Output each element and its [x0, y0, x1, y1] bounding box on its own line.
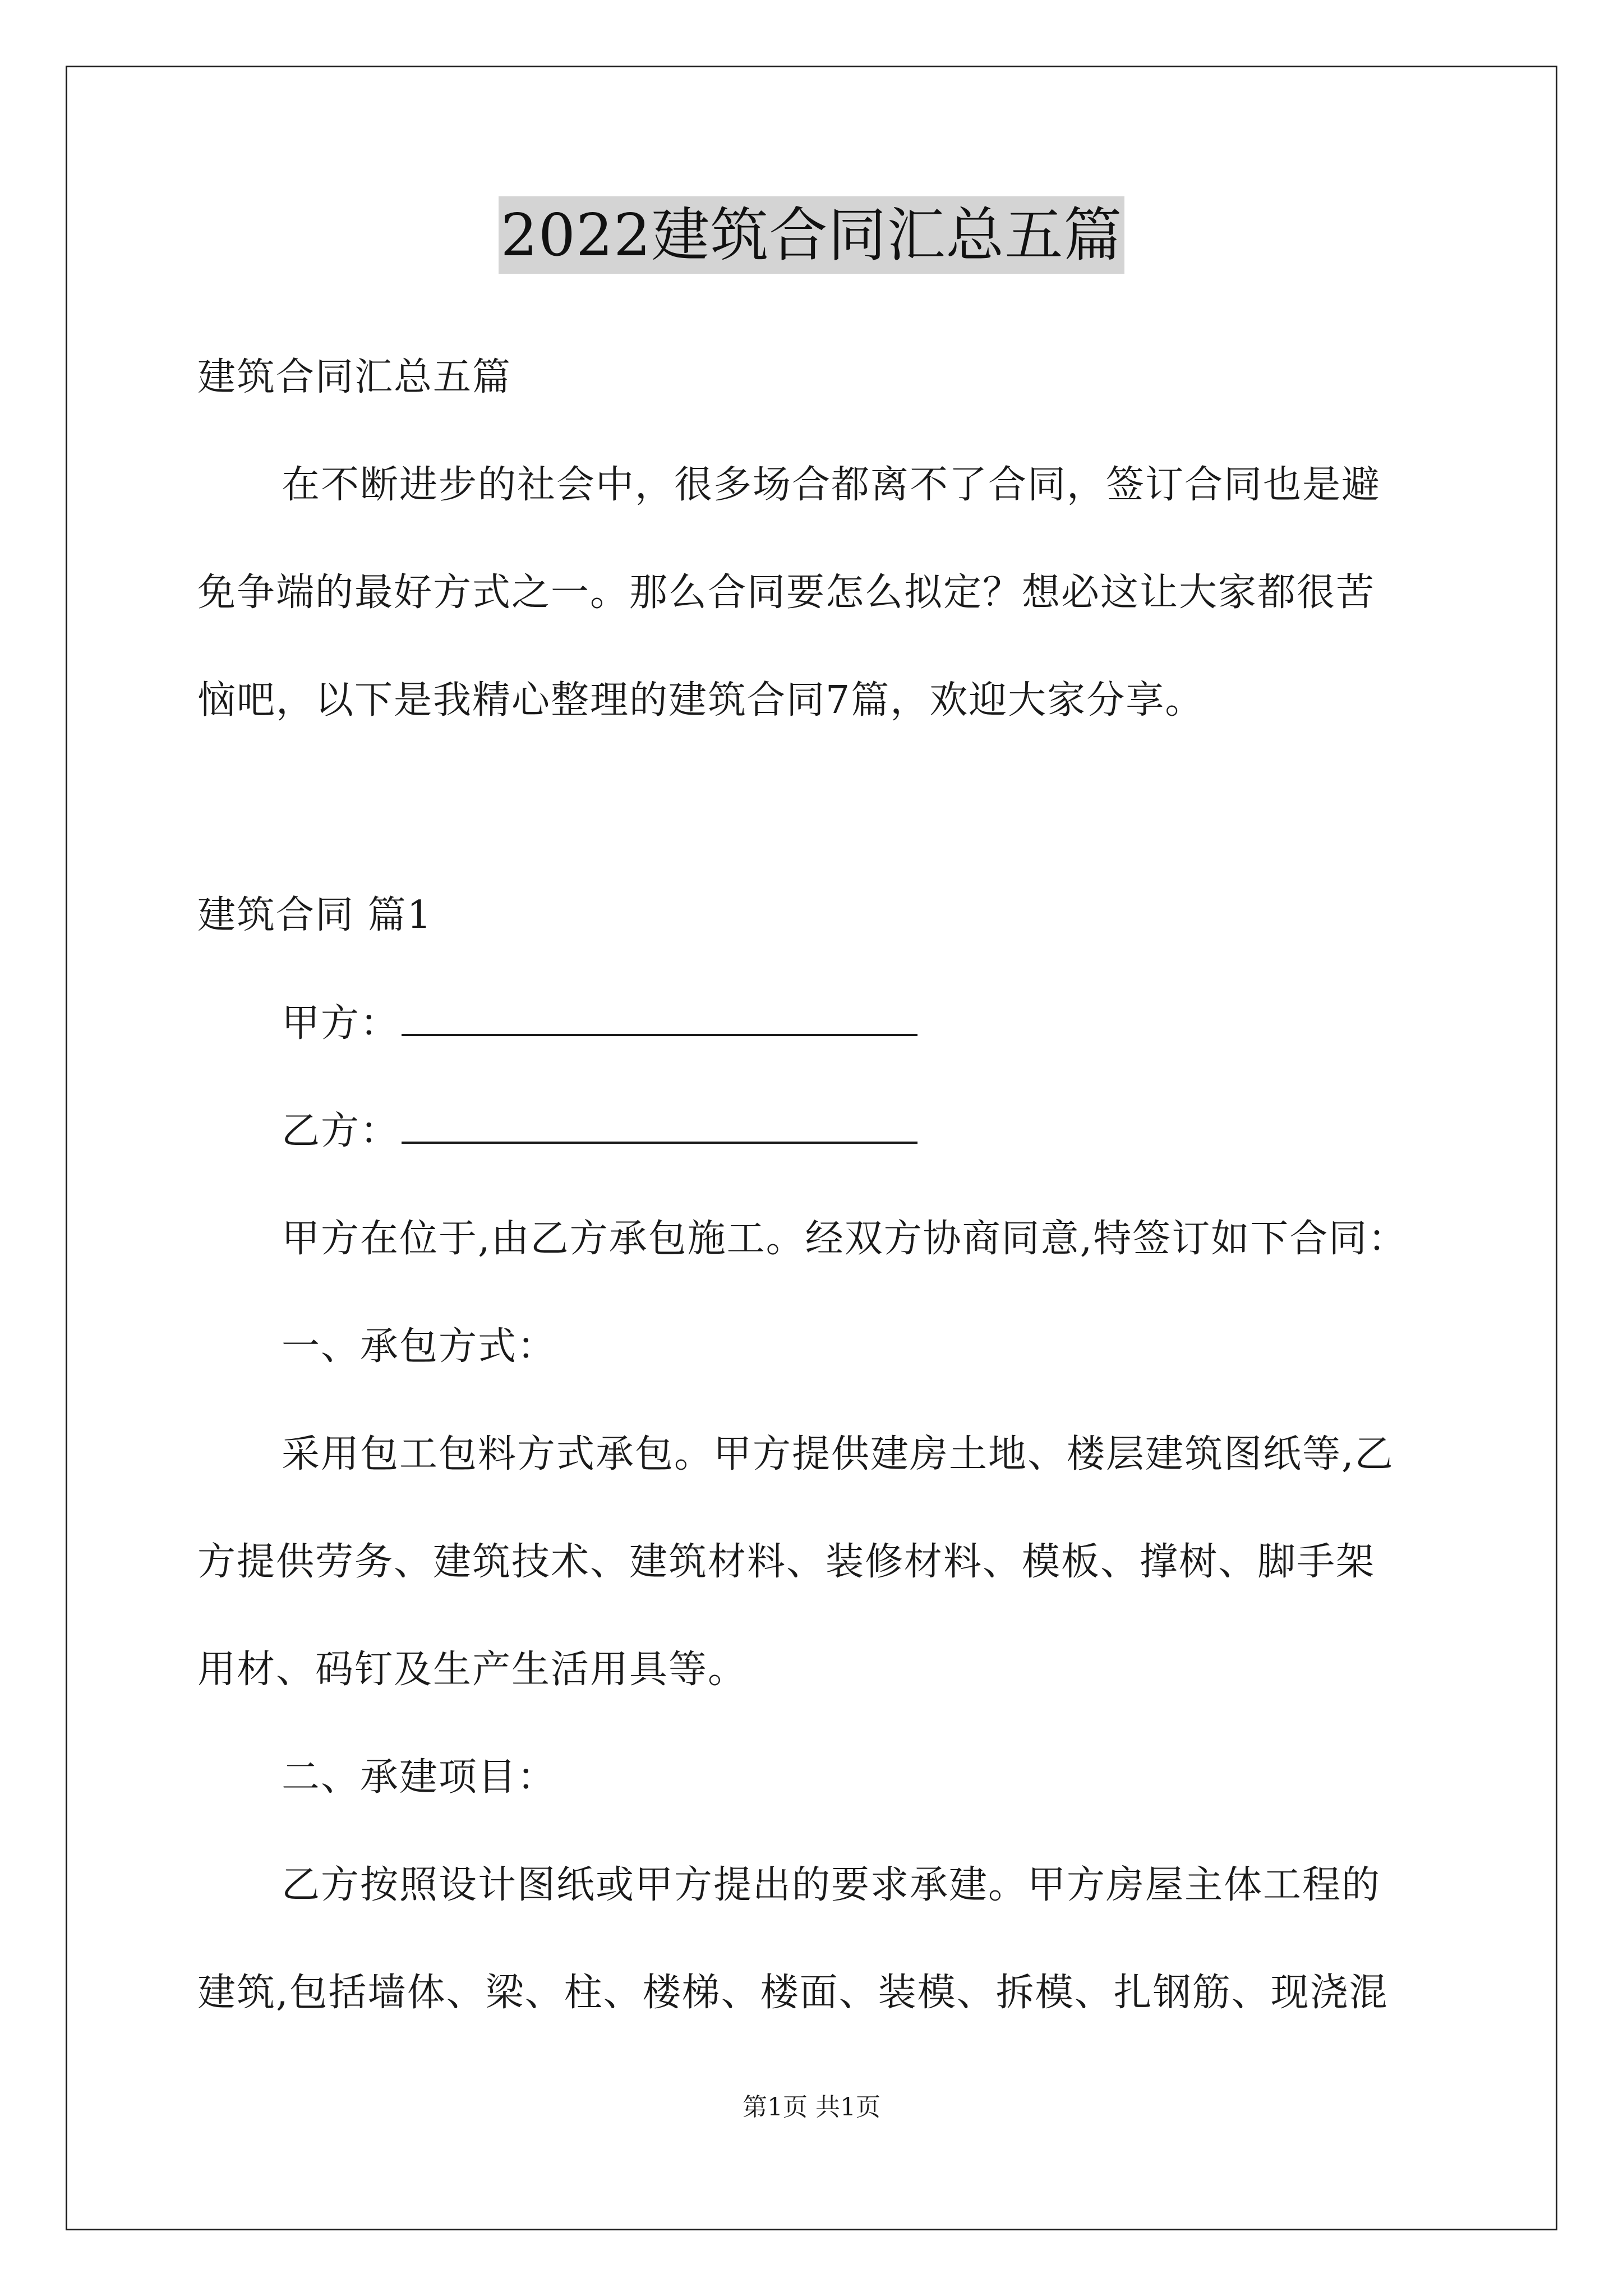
body-line-5: 用材、码钉及生产生活用具等。 — [197, 1648, 748, 1692]
party-b-line — [282, 1106, 917, 1157]
intro-line-2: 免争端的最好方式之一。那么合同要怎么拟定？想必这让大家都很苦 — [197, 570, 1376, 615]
body-line-6: 二、承建项目： — [282, 1755, 557, 1800]
party-a-label: 甲方： — [282, 1001, 400, 1046]
body-line-4: 方提供劳务、建筑技术、建筑材料、装修材料、模板、撑树、脚手架 — [197, 1540, 1376, 1584]
body-line-7: 乙方按照设计图纸或甲方提出的要求承建。甲方房屋主体工程的 — [282, 1863, 1381, 1907]
body-line-8: 建筑,包括墙体、梁、柱、楼梯、楼面、装模、拆模、扎钢筋、现浇混 — [197, 1971, 1389, 2015]
body-line-2: 一、承包方式： — [282, 1324, 557, 1369]
document-title: 2022建筑合同汇总五篇 — [499, 196, 1125, 274]
intro-line-1: 在不断进步的社会中，很多场合都离不了合同，签订合同也是避 — [282, 463, 1381, 507]
party-b-label: 乙方： — [282, 1109, 400, 1153]
intro-line-3: 恼吧，以下是我精心整理的建筑合同7篇，欢迎大家分享。 — [197, 678, 1205, 723]
party-b-blank — [402, 1138, 917, 1144]
body-line-3: 采用包工包料方式承包。甲方提供建房土地、楼层建筑图纸等,乙 — [282, 1432, 1394, 1476]
title-container — [0, 196, 1623, 274]
section-heading: 建筑合同 篇1 — [197, 893, 432, 937]
body-line-1: 甲方在位于,由乙方承包施工。经双方协商同意,特签订如下合同： — [282, 1217, 1408, 1261]
document-subtitle: 建筑合同汇总五篇 — [197, 355, 512, 399]
party-a-line — [282, 999, 917, 1049]
page-footer: 第1页 共1页 — [743, 2093, 880, 2122]
party-a-blank — [402, 1030, 917, 1036]
